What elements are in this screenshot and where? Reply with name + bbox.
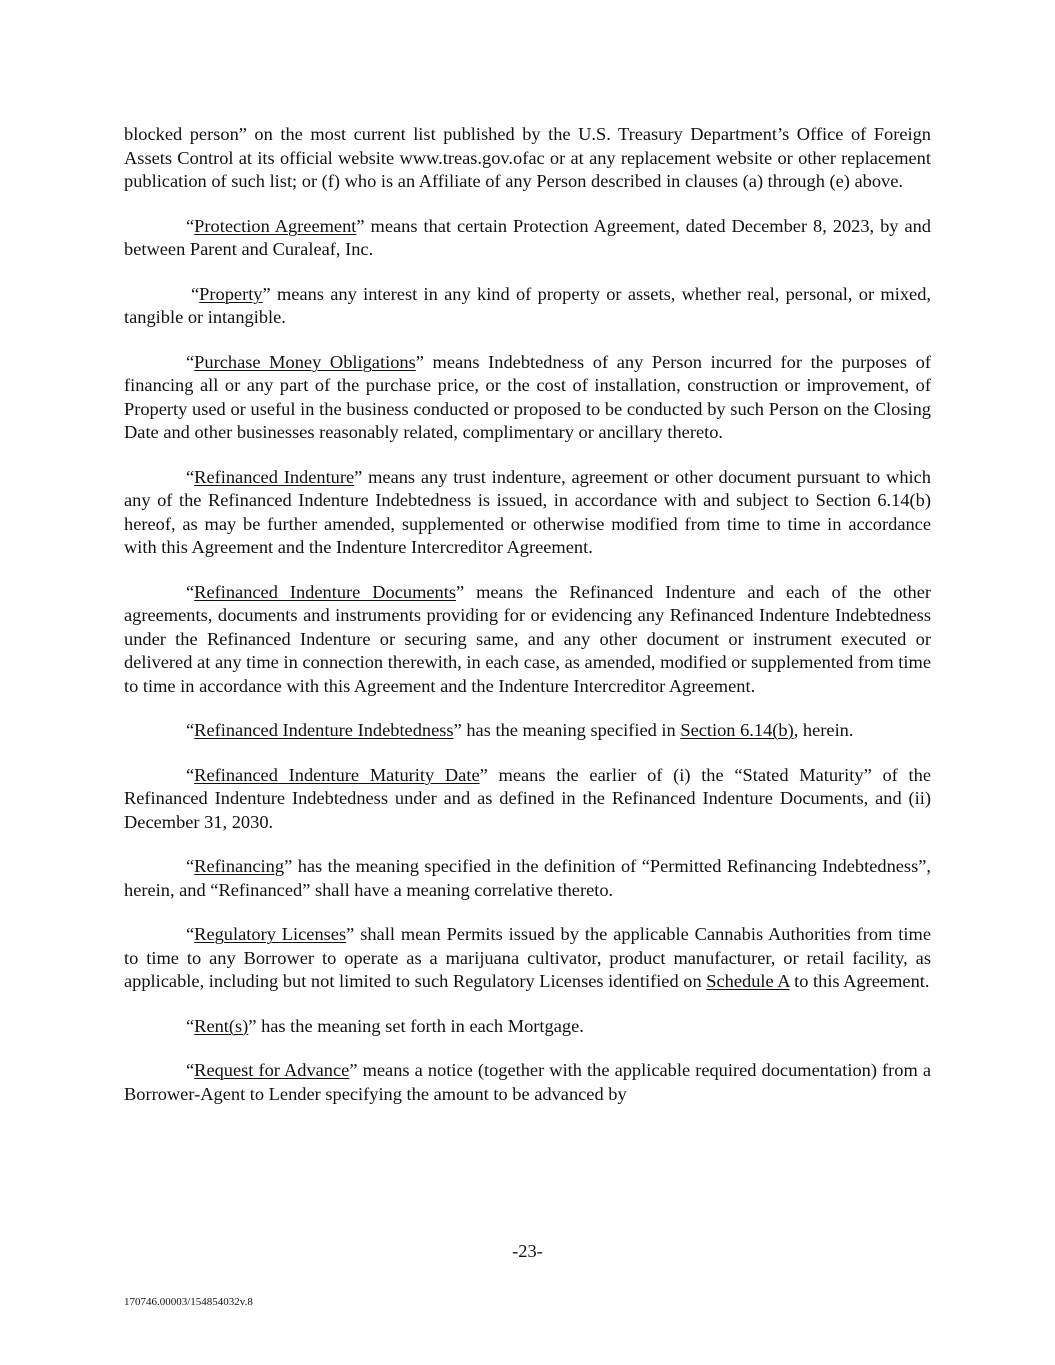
defined-term: Refinancing [194,856,285,876]
definition-protection-agreement [124,215,931,262]
page-number: -23- [512,1241,543,1261]
open-quote: “ [186,1015,195,1036]
definition-text: ” means a notice (together with the applicable required documentation) from a Borrower-Agent to Lender specifying the amount to be advanced by [124,1060,931,1104]
continuation-paragraph: blocked person” on the most current list published by the U.S. Treasury Department’s Office of Foreign Assets Control at its official website www.treas.gov.ofac or at any replacement website or other replacement publication of such list; or (f) who is an Affiliate of any Person described in clauses (a) through (e) above. [124,124,931,191]
open-quote: “ [191,283,200,304]
document-id-footer: 170746.00003/154854032v.8 [124,1296,253,1308]
definition-regulatory-licenses [124,923,931,994]
defined-term: Refinanced Indenture Indebtedness [194,720,454,740]
definition-rents [124,1015,931,1039]
definition-refinanced-indenture [124,466,931,560]
definition-text: ” means Indebtedness of any Person incurred for the purposes of financing all or any part of the purchase price, or the cost of installation, construction or improvement, of Property used or useful in the business conducted or proposed to be conducted by such Person on the Closing Date and other businesses reasonably related, complimentary or ancillary thereto. [124,351,932,442]
definition-text-end: , herein. [793,720,854,740]
open-quote: “ [186,581,195,602]
definition-request-for-advance [124,1059,931,1106]
defined-term: Refinanced Indenture Maturity Date [194,764,480,785]
definition-refinanced-indenture-maturity-date [124,764,931,835]
definition-text: ” means any interest in any kind of property or assets, whether real, personal, or mixed, tangible or intangible. [124,283,931,327]
definition-refinanced-indenture-indebtedness [124,719,931,743]
defined-term: Regulatory Licenses [194,924,347,944]
definition-text: ” has the meaning set forth in each Mortgage. [248,1015,584,1036]
definition-text-end: to this Agreement. [789,971,930,991]
definition-refinanced-indenture-documents [124,581,931,699]
definition-text: ” means the Refinanced Indenture and each of the other agreements, documents and instruments providing for or evidencing any Refinanced Indenture Indebtedness under the Refinanced Indenture or securing same, and any other document or instrument executed or delivered at any time in connection therewith, in each case, as amended, modified or supplemented from time to time in accordance with this Agreement and the Indenture Intercreditor Agreement. [124,581,931,696]
definition-text: ” has the meaning specified in the definition of “Permitted Refinancing Indebtedness”, herein, and “Refinanced” shall have a meaning correlative thereto. [124,856,931,900]
definition-text: ” shall mean Permits issued by the applicable Cannabis Authorities from time to time to any Borrower to operate as a marijuana cultivator, product manufacturer, or retail facility, as applicable, including but not limited to such Regulatory Licenses identified on [124,924,931,991]
section-reference: Section 6.14(b) [680,720,794,740]
defined-term: Refinanced Indenture [194,466,355,487]
open-quote: “ [186,764,195,785]
open-quote: “ [186,466,195,487]
open-quote: “ [186,215,195,236]
open-quote: “ [186,720,195,740]
definition-refinancing [124,855,931,902]
open-quote: “ [186,351,195,372]
definition-text: ” means the earlier of (i) the “Stated Maturity” of the Refinanced Indenture Indebtedness under and as defined in the Refinanced Indenture Documents, and (ii) December 31, 2030. [124,764,931,832]
schedule-reference: Schedule A [706,971,790,991]
definition-text: ” means that certain Protection Agreement, dated December 8, 2023, by and between Parent and Curaleaf, Inc. [124,215,931,259]
defined-term: Property [199,283,263,304]
defined-term: Protection Agreement [194,215,357,236]
defined-term: Rent(s) [194,1015,249,1036]
defined-term: Purchase Money Obligations [194,351,416,372]
open-quote: “ [186,1060,195,1080]
defined-term: Refinanced Indenture Documents [194,581,456,602]
definition-purchase-money-obligations [124,351,931,445]
definition-property [124,283,931,330]
open-quote: “ [186,856,195,876]
document-body [124,123,931,1127]
definition-text: ” has the meaning specified in [453,720,681,740]
defined-term: Request for Advance [194,1060,350,1080]
definition-text: ” means any trust indenture, agreement or other document pursuant to which any of the Refinanced Indenture Indebtedness is issued, in accordance with and subject to Section 6.14(b) hereof, as may be further amended, supplemented or otherwise modified from time to time in accordance with this Agreement and the Indenture Intercreditor Agreement. [124,466,931,557]
open-quote: “ [186,924,195,944]
